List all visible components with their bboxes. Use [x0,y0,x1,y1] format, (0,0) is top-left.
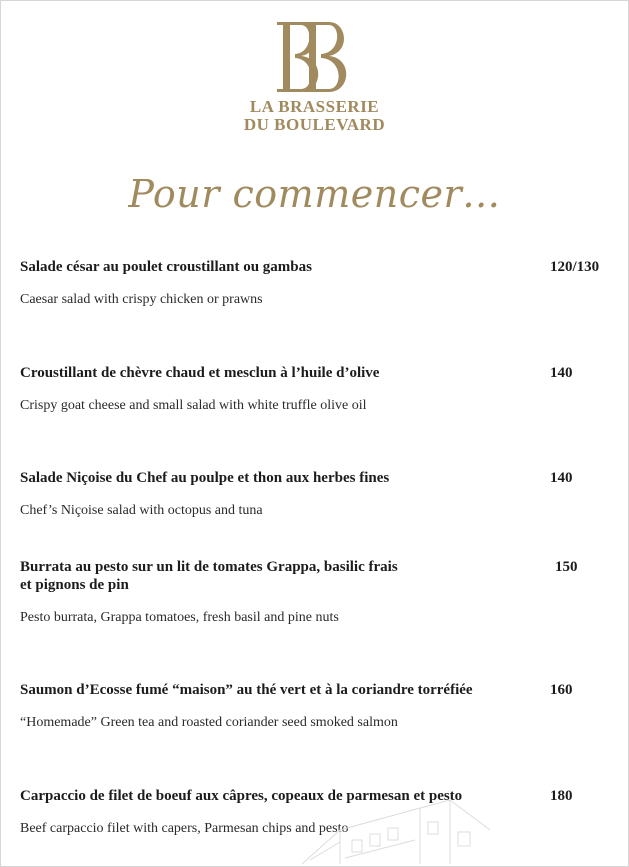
menu-item-description-en: Beef carpaccio filet with capers, Parmesan chips and pesto [20,821,349,836]
building-sketch-icon [300,770,500,865]
menu-item-name-fr: Carpaccio de filet de boeuf aux câpres, copeaux de parmesan et pesto [20,788,463,804]
menu-item-description-en: Pesto burrata, Grappa tomatoes, fresh basil and pine nuts [20,610,339,625]
menu-item [20,258,610,308]
menu-item-name-fr: Salade césar au poulet croustillant ou gambas [20,259,312,275]
menu-item-price: 160 [550,682,573,698]
bb-monogram-icon [275,18,355,96]
menu-item-name-fr: Salade Niçoise du Chef au poulpe et thon aux herbes fines [20,470,390,486]
menu-item-description-en: Caesar salad with crispy chicken or prawns [20,292,263,307]
brand-name-line1: LA BRASSERIE [249,97,380,116]
menu-item-name-fr: Burrata au pesto sur un lit de tomates Grappa, basilic frais et pignons de pin [20,559,398,593]
menu-item-price: 120/130 [550,259,600,275]
brand-logo [0,18,629,133]
menu-item-price: 150 [555,559,578,575]
menu-item-name-fr: Croustillant de chèvre chaud et mesclun à l’huile d’olive [20,365,380,381]
menu-item-price: 140 [550,365,573,381]
menu-item [20,681,610,731]
menu-item-description-en: Chef’s Niçoise salad with octopus and tuna [20,503,263,518]
brand-name-line2: DU BOULEVARD [243,115,386,134]
menu-item-price: 180 [550,788,573,804]
menu-item [20,469,610,519]
menu-item-price: 140 [550,470,573,486]
menu-item-description-en: “Homemade” Green tea and roasted coriander seed smoked salmon [20,715,398,730]
menu-item-name-fr: Saumon d’Ecosse fumé “maison” au thé vert et à la coriandre torréfiée [20,682,473,698]
menu-item [20,558,610,626]
section-title: Pour commencer… [128,172,501,216]
menu-item-description-en: Crispy goat cheese and small salad with white truffle olive oil [20,398,367,413]
menu-item [20,364,610,414]
